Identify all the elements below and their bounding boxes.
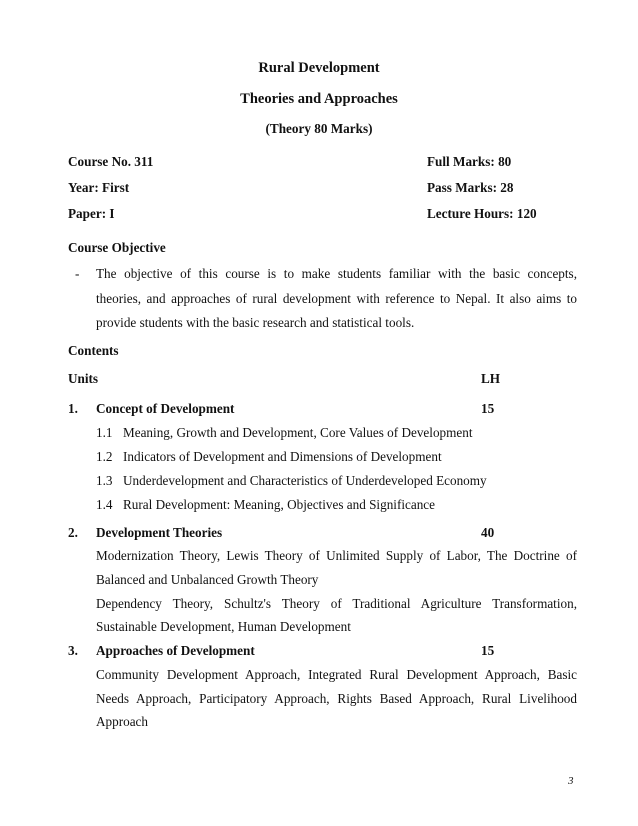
unit-3-title: Approaches of Development	[96, 643, 255, 658]
objective-heading: Course Objective	[68, 240, 166, 255]
subitem-1-3-text: Underdevelopment and Characteristics of Underdeveloped Economy	[123, 473, 487, 488]
unit-3-number: 3.	[68, 643, 78, 658]
title-line-1: Rural Development	[258, 60, 380, 76]
year: Year: First	[68, 180, 130, 195]
unit-2-title: Development Theories	[96, 525, 223, 540]
paper: Paper: I	[68, 206, 115, 221]
lh-label: LH	[481, 371, 501, 386]
subitem-1-4-text: Rural Development: Meaning, Objectives and Significance	[123, 497, 436, 512]
unit-1-lh: 15	[481, 401, 495, 416]
objective-bullet: -	[75, 266, 80, 281]
subitem-1-1-number: 1.1	[96, 425, 113, 440]
units-label: Units	[68, 371, 99, 386]
subitem-1-3-number: 1.3	[96, 473, 113, 488]
title-line-3: (Theory 80 Marks)	[265, 121, 373, 136]
lecture-hours: Lecture Hours: 120	[427, 206, 537, 221]
unit-2-lh: 40	[481, 525, 495, 540]
unit-2-line-2: Balanced and Unbalanced Growth Theory	[96, 572, 319, 587]
subitem-1-2-text: Indicators of Development and Dimensions of Development	[123, 449, 442, 464]
objective-line-3: provide students with the basic research and statistical tools.	[96, 315, 415, 330]
course-number: Course No. 311	[68, 154, 154, 169]
unit-3-line-1: Community Development Approach, Integrated Rural Development Approach, Basic	[96, 667, 577, 682]
unit-3-line-2: Needs Approach, Participatory Approach, Rights Based Approach, Rural Livelihood	[96, 691, 577, 706]
subitem-1-2-number: 1.2	[96, 449, 113, 464]
unit-2-line-4: Sustainable Development, Human Development	[96, 619, 351, 634]
objective-line-1: The objective of this course is to make students familiar with the basic concepts,	[96, 266, 577, 281]
objective-line-2: theories, and approaches of rural development with reference to Nepal. It also aims to	[96, 291, 577, 306]
unit-1-title: Concept of Development	[96, 401, 235, 416]
unit-3-lh: 15	[481, 643, 495, 658]
title-line-2: Theories and Approaches	[240, 91, 398, 107]
pass-marks: Pass Marks: 28	[427, 180, 514, 195]
unit-2-number: 2.	[68, 525, 78, 540]
full-marks: Full Marks: 80	[427, 154, 512, 169]
unit-2-line-1: Modernization Theory, Lewis Theory of Unlimited Supply of Labor, The Doctrine of	[96, 548, 577, 563]
unit-1-number: 1.	[68, 401, 78, 416]
page-number: 3	[568, 775, 574, 787]
unit-2-line-3: Dependency Theory, Schultz's Theory of Traditional Agriculture Transformation,	[96, 596, 577, 611]
subitem-1-1-text: Meaning, Growth and Development, Core Values of Development	[123, 425, 473, 440]
contents-heading: Contents	[68, 343, 119, 358]
subitem-1-4-number: 1.4	[96, 497, 113, 512]
unit-3-line-3: Approach	[96, 714, 148, 729]
